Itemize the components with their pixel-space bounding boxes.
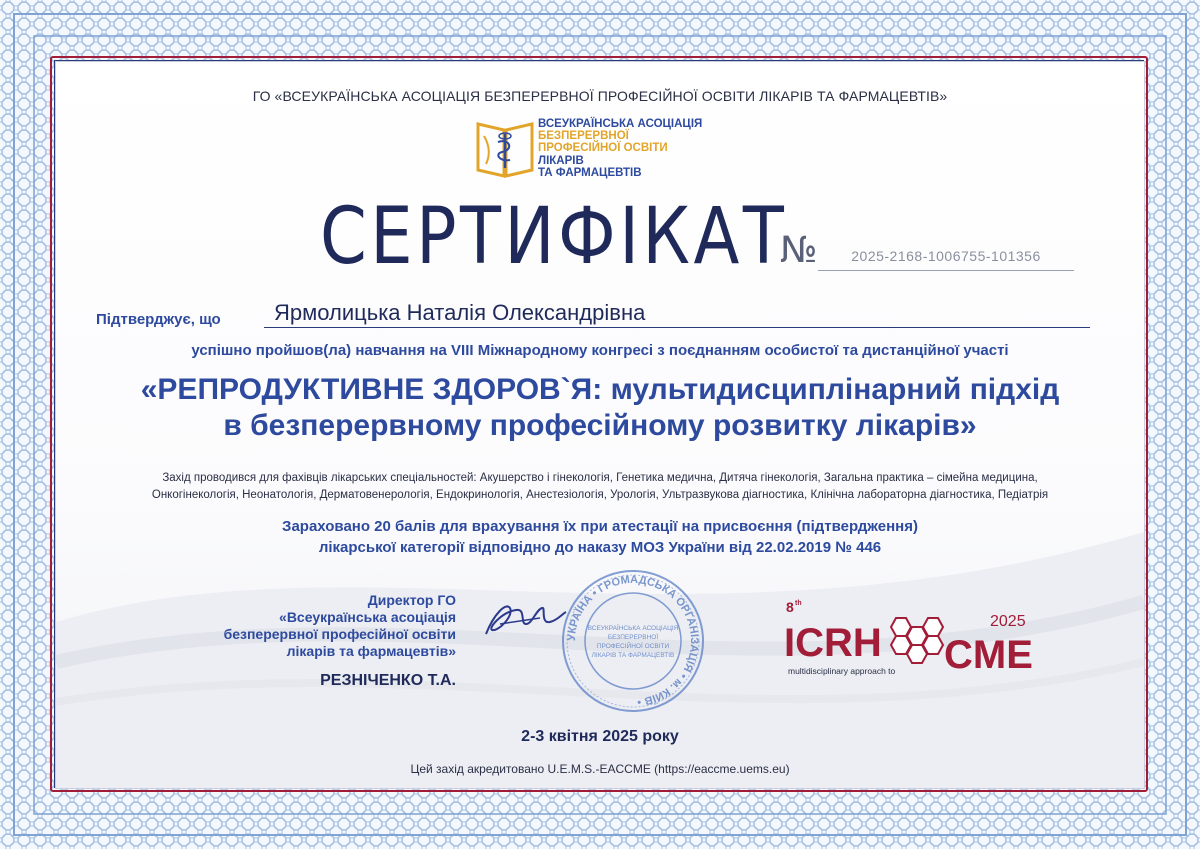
stamp-center-line-4: ЛІКАРІВ ТА ФАРМАЦЕВТІВ	[591, 652, 675, 659]
points-line-1: Зараховано 20 балів для врахування їх при атестації на присвоєння (підтвердження)	[282, 518, 918, 535]
points-statement	[56, 516, 1144, 558]
logo-line-4: ЛІКАРІВ	[538, 154, 584, 167]
event-title-line-2: в безперервному професійному розвитку лікарів»	[223, 409, 977, 442]
congress-subtitle: multidisciplinary approach to	[788, 666, 896, 676]
event-date: 2-3 квітня 2025 року	[521, 728, 679, 745]
stamp-outer-text: УКРАЇНА • ГРОМАДСЬКА ОРГАНІЗАЦІЯ • м. КИЇВ •	[565, 573, 701, 708]
stamp-center-line-1: ВСЕУКРАЇНСЬКА АСОЦІАЦІЯ	[587, 625, 679, 632]
event-title	[56, 372, 1144, 444]
congress-ordinal: 8	[786, 599, 794, 615]
director-title: Директор ГО	[367, 592, 456, 608]
event-title-line-1: «РЕПРОДУКТИВНЕ ЗДОРОВ`Я: мультидисциплінарний підхід	[140, 373, 1060, 406]
specialties-line-1: Захід проводився для фахівців лікарських спеціальностей: Акушерство і гінекологія, Генетика медична, Дитяча гінекологія, Загальна практика – сімейна медицина,	[162, 472, 1038, 484]
congress-left-word: ICRH	[784, 621, 882, 665]
association-logo	[474, 116, 734, 182]
logo-line-1: ВСЕУКРАЇНСЬКА АСОЦІАЦІЯ	[538, 118, 703, 130]
congress-year: 2025	[990, 613, 1026, 630]
number-sign: №	[780, 230, 818, 271]
congress-right-word: CME	[944, 633, 1033, 676]
book-emblem-icon	[474, 116, 536, 182]
logo-wordmark	[538, 118, 702, 179]
logo-line-3: ПРОФЕСІЙНОЇ ОСВІТИ	[538, 142, 668, 155]
congress-logo	[784, 596, 1046, 676]
specialties-line-2: Онкогінекологія, Неонатологія, Дерматовенерологія, Ендокринологія, Анестезіологія, Урологія, Ультразвукова діагностика, Клінічна лабораторна діагностика, Педіатрія	[151, 489, 1049, 501]
organization-stamp	[558, 566, 708, 716]
certificate-body	[56, 62, 1144, 788]
director-org-line-1: «Всеукраїнська асоціація	[279, 609, 456, 625]
organization-header: ГО «ВСЕУКРАЇНСЬКА АСОЦІАЦІЯ БЕЗПЕРЕРВНОЇ ПРОФЕСІЙНОЇ ОСВІТИ ЛІКАРІВ ТА ФАРМАЦЕВТІВ»	[252, 88, 948, 104]
certificate-title: СЕРТИФІКАТ	[320, 192, 788, 282]
hexagon-cluster-icon	[891, 618, 943, 663]
logo-line-5: ТА ФАРМАЦЕВТІВ	[538, 166, 642, 179]
accreditation-note: Цей захід акредитовано U.E.M.S.-EACCME (https://eaccme.uems.eu)	[410, 762, 790, 776]
stamp-center-line-2: БЕЗПЕРЕРВНОЇ	[607, 634, 659, 641]
director-org-line-3: лікарів та фармацевтів»	[286, 643, 456, 659]
specialties-text	[80, 470, 1120, 504]
points-line-2: лікарської категорії відповідно до наказу МОЗ України від 22.02.2019 № 446	[318, 539, 882, 556]
logo-line-2: БЕЗПЕРЕРВНОЇ	[538, 130, 629, 143]
confirm-label: Підтверджує, що	[96, 311, 221, 328]
director-org-line-2: безперервної професійної освіти	[223, 626, 456, 642]
congress-ordinal-suffix: th	[795, 600, 802, 607]
signature	[480, 594, 570, 644]
completion-statement: успішно пройшов(ла) навчання на VIII Міжнародному конгресі з поєднанням особистої та дистанційної участі	[191, 342, 1009, 359]
recipient-name: Ярмолицька Наталія Олександрівна	[264, 300, 1090, 328]
certificate-number: 2025-2168-1006755-101356	[818, 248, 1074, 271]
director-name: РЕЗНІЧЕНКО Т.А.	[320, 672, 456, 689]
stamp-center-line-3: ПРОФЕСІЙНОЇ ОСВІТИ	[596, 643, 670, 650]
director-block	[166, 592, 456, 689]
